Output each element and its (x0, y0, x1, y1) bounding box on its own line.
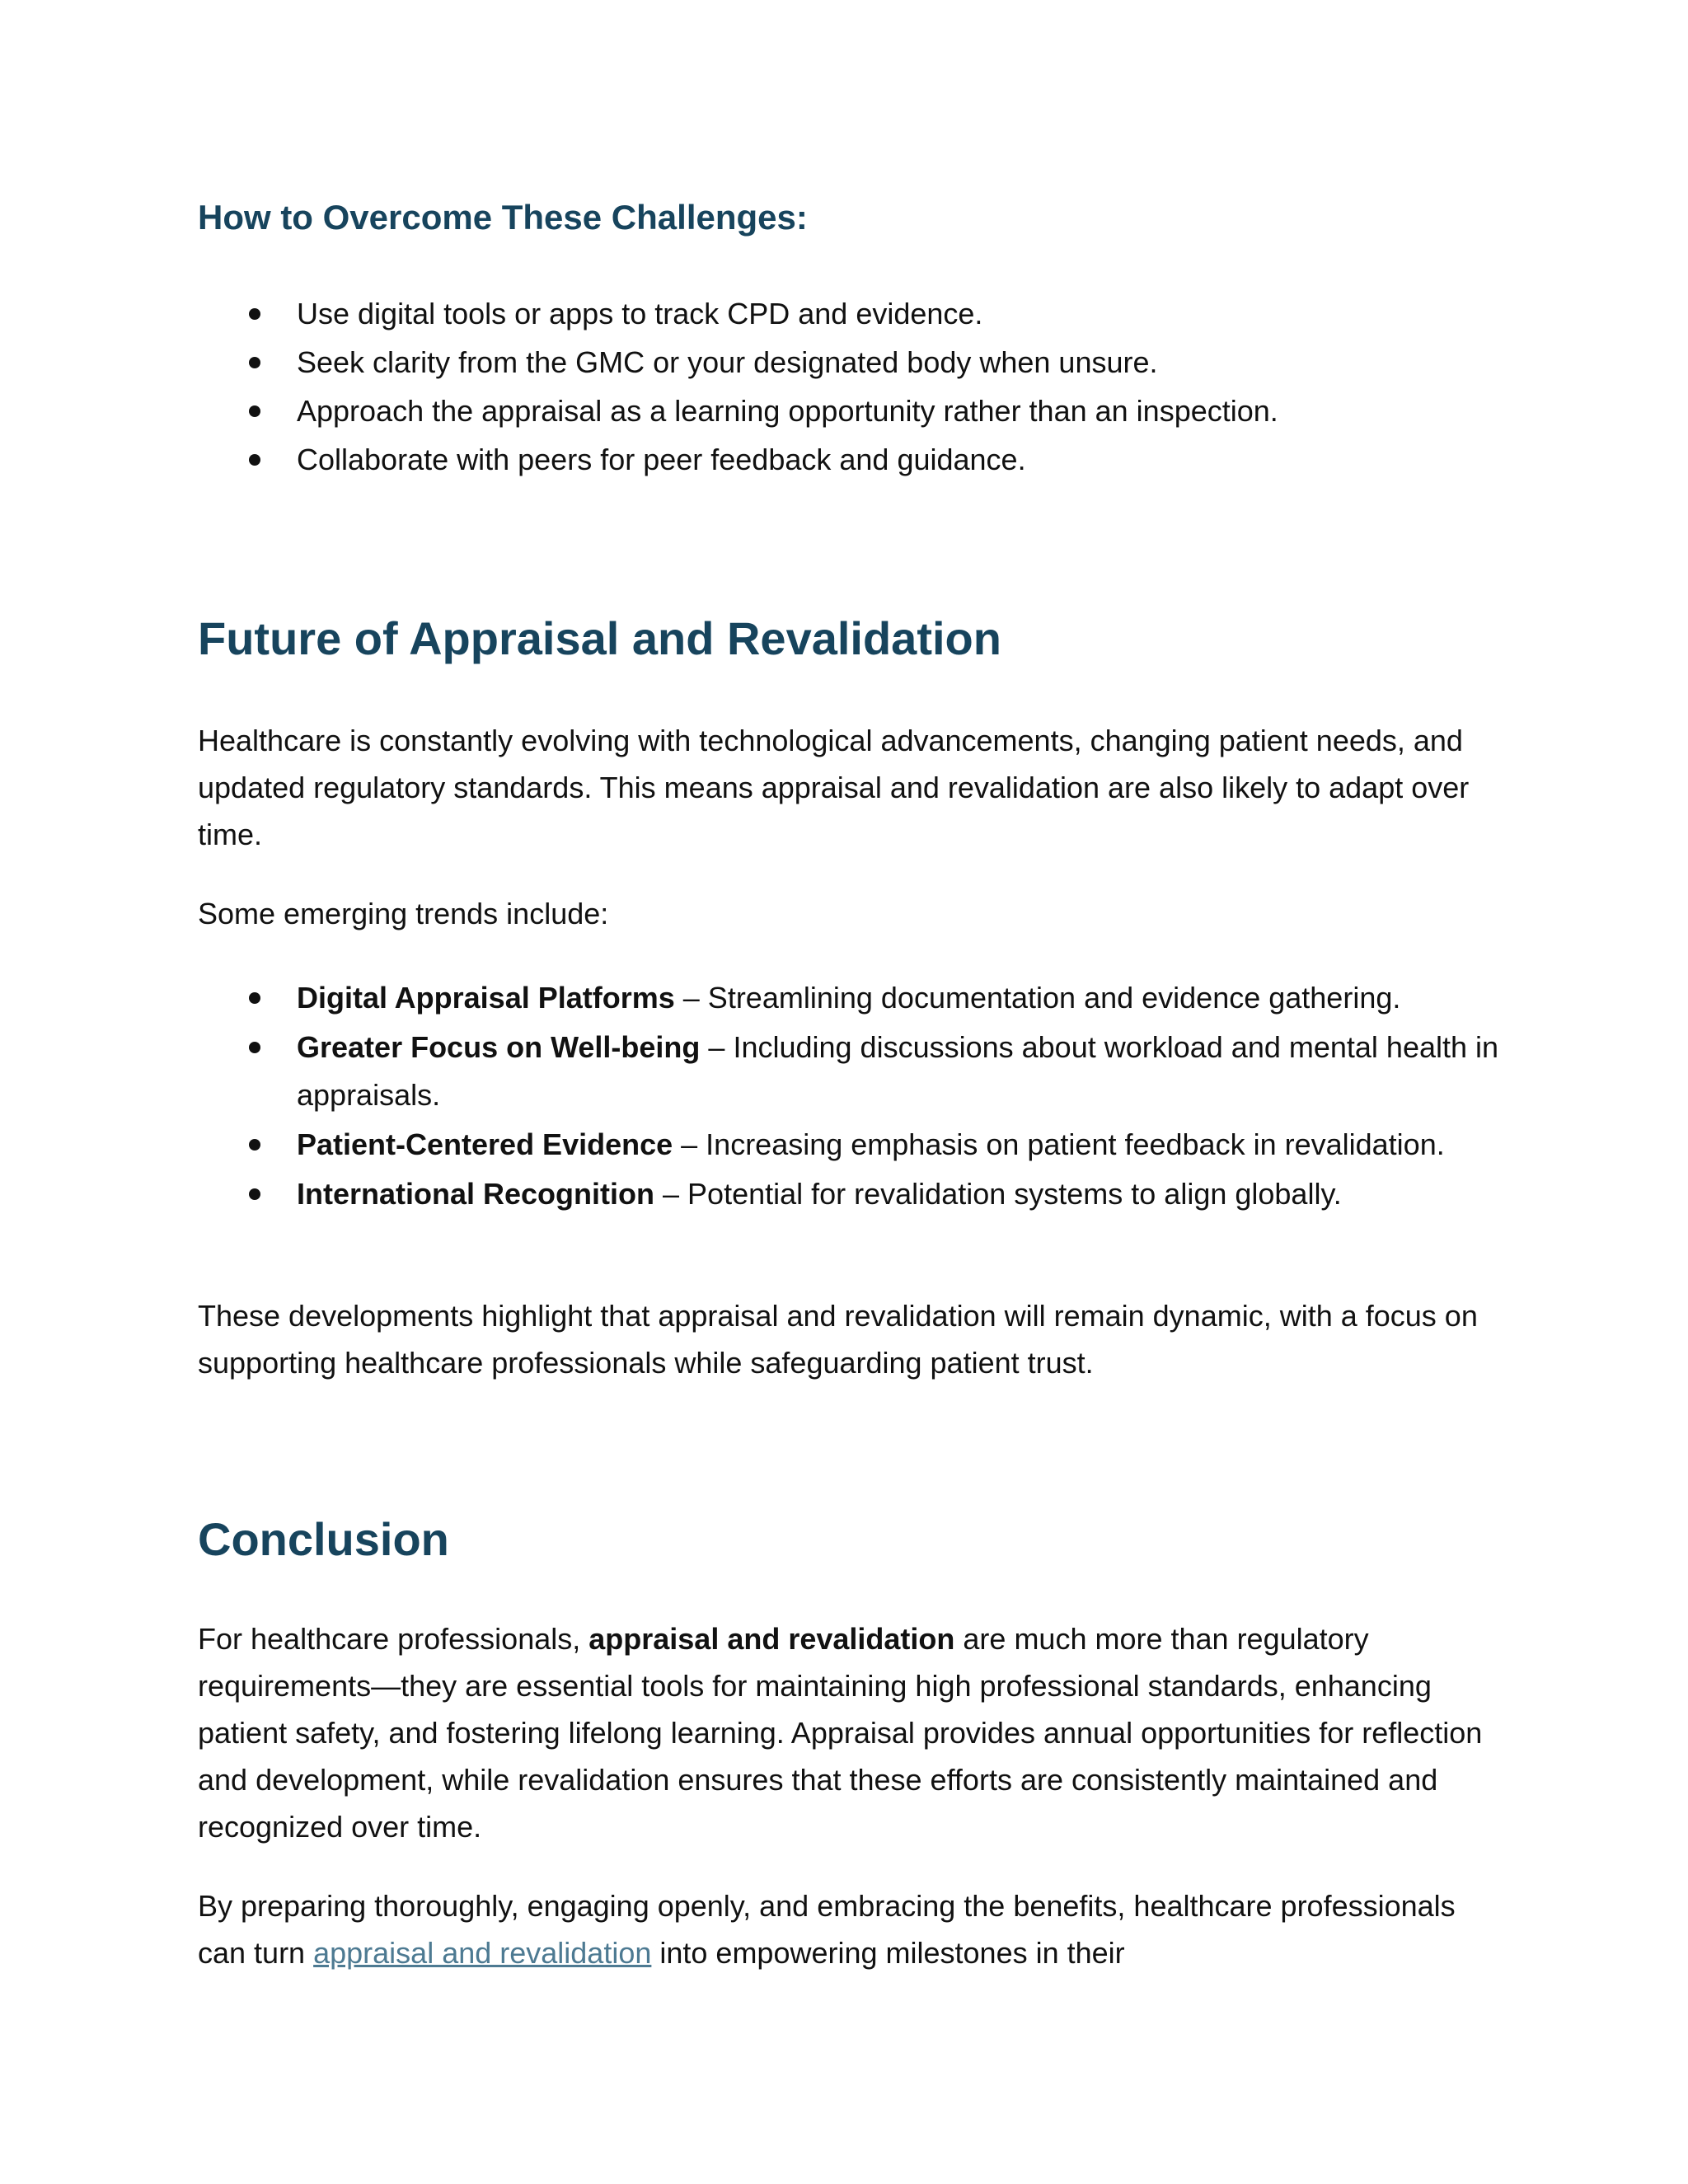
trends-list (198, 974, 1517, 1220)
challenges-heading: How to Overcome These Challenges: (198, 198, 808, 237)
trend-title: Greater Focus on Well-being (297, 1030, 701, 1064)
list-item-text: Seek clarity from the GMC or your designated body when unsure. (297, 345, 1158, 379)
trend-title: Digital Appraisal Platforms (297, 981, 675, 1015)
list-item (198, 387, 1517, 435)
trend-title: Patient-Centered Evidence (297, 1127, 673, 1161)
bullet-icon (249, 357, 260, 368)
list-item (198, 339, 1517, 387)
list-item-text: Collaborate with peers for peer feedback and guidance. (297, 443, 1026, 476)
bullet-icon (249, 454, 260, 466)
conclusion-heading: Conclusion (198, 1513, 449, 1565)
conclusion-paragraph-2 (198, 1882, 1508, 1976)
bold-phrase: appraisal and revalidation (588, 1622, 955, 1656)
list-item (198, 974, 1517, 1022)
paragraph-text: For healthcare professionals, (198, 1622, 589, 1656)
future-closing-paragraph: These developments highlight that appraisal and revalidation will remain dynamic, with a focus on supporting healthcare professionals while safeguarding patient trust. (198, 1299, 1478, 1380)
bullet-icon (249, 1042, 260, 1053)
paragraph-text: are much more than regulatory requirements—they are essential tools for maintaining high professional standards, enhancing patient safety, and fostering lifelong learning. Appraisal provides annual opportunities for reflection and development, while revalidation ensures that these efforts are consistently maintained and recognized over time. (198, 1622, 1483, 1844)
trend-text: – Increasing emphasis on patient feedback in revalidation. (673, 1127, 1445, 1161)
trends-intro-paragraph: Some emerging trends include: (198, 897, 609, 930)
conclusion-paragraph-1 (198, 1615, 1508, 1850)
future-heading: Future of Appraisal and Revalidation (198, 612, 1001, 664)
list-item (198, 1170, 1517, 1218)
bullet-icon (249, 308, 260, 320)
future-intro-paragraph: Healthcare is constantly evolving with technological advancements, changing patient needs, and updated regulatory standards. This means appraisal and revalidation are also likely to adapt over time. (198, 724, 1470, 851)
list-item-text: Use digital tools or apps to track CPD and evidence. (297, 297, 983, 330)
paragraph-text: into empowering milestones in their (651, 1936, 1125, 1970)
list-item (198, 1121, 1517, 1169)
trend-text: – Streamlining documentation and evidence gathering. (674, 981, 1401, 1015)
bullet-icon (249, 992, 260, 1004)
challenges-list (198, 290, 1517, 485)
trend-text: – Potential for revalidation systems to align globally. (654, 1177, 1342, 1211)
bullet-icon (249, 1188, 260, 1200)
list-item (198, 436, 1517, 484)
bullet-icon (249, 405, 260, 417)
appraisal-revalidation-link[interactable]: appraisal and revalidation (313, 1936, 652, 1970)
bullet-icon (249, 1139, 260, 1151)
trend-text: – Including discussions about workload and mental health in appraisals. (297, 1030, 1499, 1112)
paragraph-text: By preparing thoroughly, engaging openly, and embracing the benefits, healthcare professionals can turn (198, 1889, 1456, 1970)
trend-title: International Recognition (297, 1177, 655, 1211)
list-item (198, 290, 1517, 338)
list-item (198, 1024, 1517, 1119)
list-item-text: Approach the appraisal as a learning opportunity rather than an inspection. (297, 394, 1278, 428)
